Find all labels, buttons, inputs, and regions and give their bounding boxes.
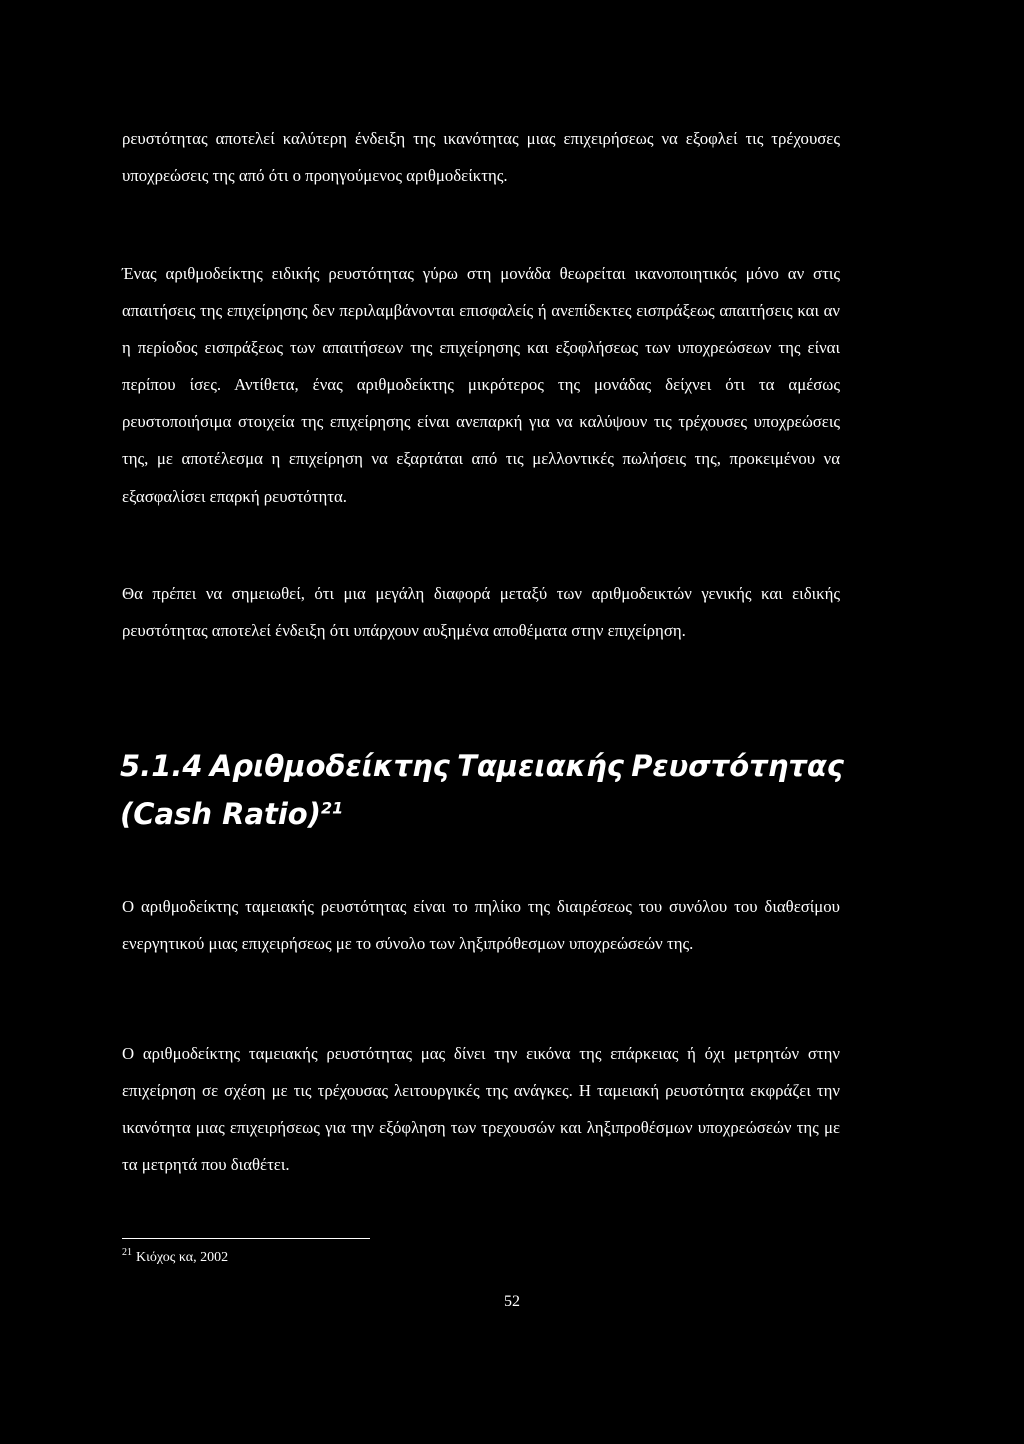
footnote-reference: 21 <box>321 798 344 818</box>
section-subtitle-text: (Cash Ratio) <box>120 797 321 831</box>
footnote-number: 21 <box>122 1247 132 1259</box>
footnote-divider <box>122 1238 370 1239</box>
paragraph-cash-ratio-definition: Ο αριθμοδείκτης ταμειακής ρευστότητας είναι το πηλίκο της διαιρέσεως του συνόλου του διαθεσίμου ενεργητικού μιας επιχειρήσεως με το σύνολο των ληξιπρόθεσμων υποχρεώσεών της. <box>122 897 840 954</box>
section-title-word-1: Αριθμοδείκτης <box>209 749 450 783</box>
paragraph-inventory-note: Θα πρέπει να σημειωθεί, ότι μια μεγάλη διαφορά μεταξύ των αριθμοδεικτών γενικής και ειδικής ρευστότητας αποτελεί ένδειξη ότι υπάρχουν αυξημένα αποθέματα στην επιχείρηση. <box>122 584 840 641</box>
paragraph-liquidity-continuation: ρευστότητας αποτελεί καλύτερη ένδειξη της ικανότητας μιας επιχειρήσεως να εξοφλεί τις τρέχουσες υποχρεώσεις της από ότι ο προηγούμενος αριθμοδείκτης. <box>122 129 840 186</box>
paragraph-cash-ratio-meaning: Ο αριθμοδείκτης ταμειακής ρευστότητας μας δίνει την εικόνα της επάρκειας ή όχι μετρητών στην επιχείρηση σε σχέση με τις τρέχουσας λειτουργικές της ανάγκες. Η ταμειακή ρευστότητα εκφράζει την ικανότητα μιας επιχειρήσεως για την εξόφληση των τρεχουσών και ληξιπροθέσμων υποχρεώσεών της με τα μετρητά που διαθέτει. <box>122 1044 840 1175</box>
page-number: 52 <box>504 1293 520 1310</box>
paragraph-quick-ratio: Ένας αριθμοδείκτης ειδικής ρευστότητας γύρω στη μονάδα θεωρείται ικανοποιητικός μόνο αν στις απαιτήσεις της επιχείρησης δεν περιλαμβάνονται επισφαλείς ή ανεπίδεκτες εισπράξεως απαιτήσεις και αν η περίοδος εισπράξεως των απαιτήσεων της επιχείρησης και εξοφλήσεως των υποχρεώσεων της είναι περίπου ίσες. Αντίθετα, ένας αριθμοδείκτης μικρότερος της μονάδας δείχνει ότι τα αμέσως ρευστοποιήσιμα στοιχεία της επιχείρησης είναι ανεπαρκή για να καλύψουν τις τρέχουσες υποχρεώσεις της, με αποτέλεσμα η επιχείρηση να εξαρτάται από τις μελλοντικές πωλήσεις της, προκειμένου να εξασφαλίσει επαρκή ρευστότητα. <box>122 264 840 506</box>
section-heading <box>120 749 844 783</box>
footnote-text: Κιόχος κα, 2002 <box>136 1250 229 1265</box>
section-title-word-2: Ταμειακής <box>457 749 624 783</box>
section-title-word-3: Ρευστότητας <box>631 749 844 783</box>
section-number: 5.1.4 <box>120 749 203 783</box>
section-heading-subtitle <box>120 797 844 831</box>
footnote <box>122 1248 228 1268</box>
